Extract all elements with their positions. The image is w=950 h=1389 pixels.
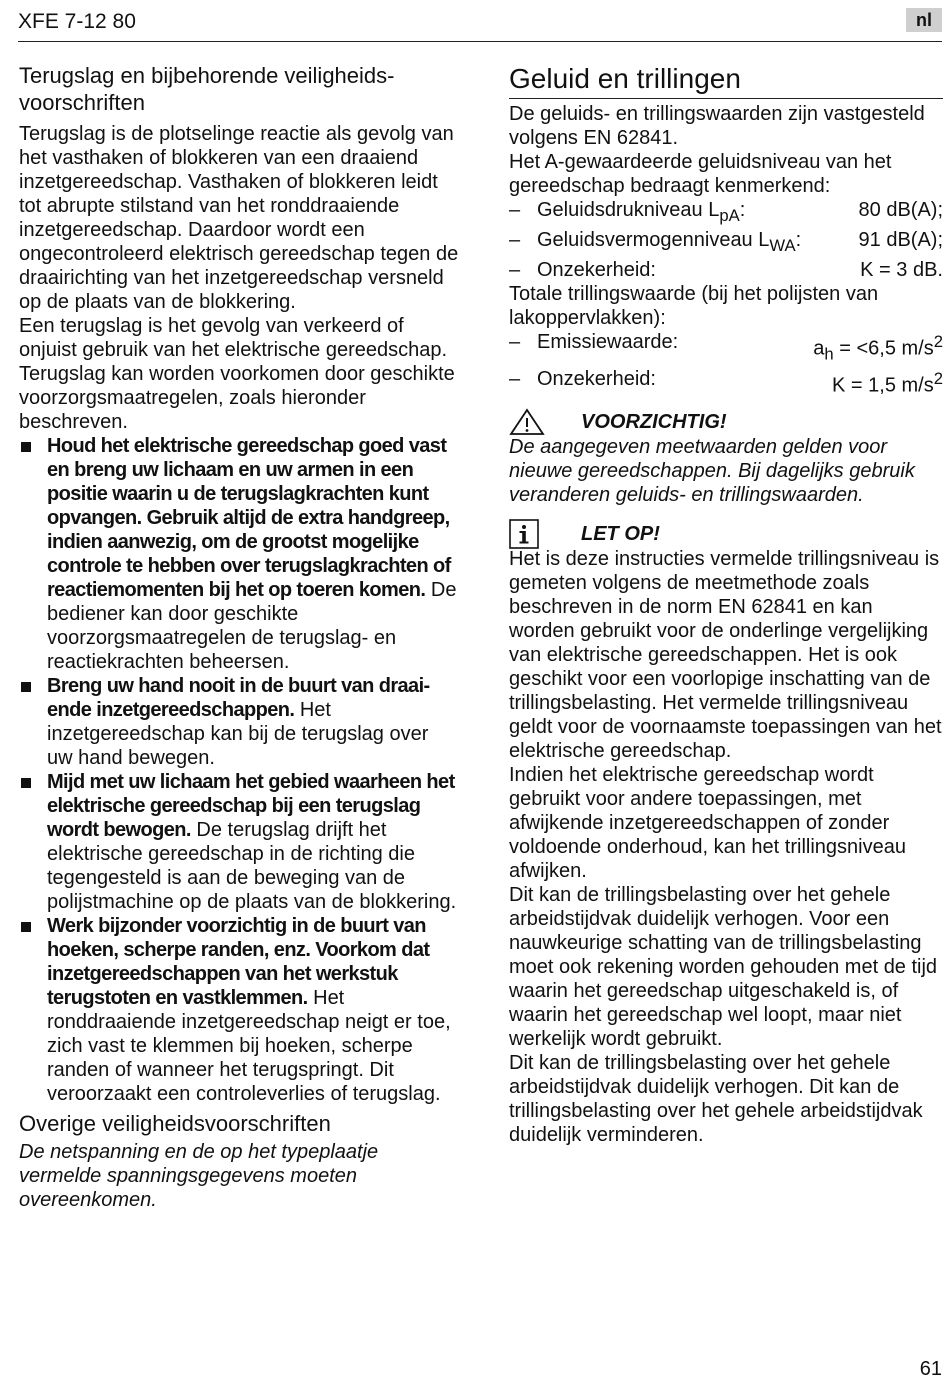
- spec-value: 80 dB(A);: [858, 199, 943, 221]
- bullet-item: [19, 674, 459, 770]
- spec-label: Emissiewaarde:: [537, 331, 679, 353]
- spec-value: $a_h = <6,5$ $m/s^2$: [813, 332, 943, 364]
- dash: –: [509, 331, 521, 353]
- warning-label: VOORZICHTIG!: [581, 411, 727, 434]
- bullet-item: [19, 914, 459, 1106]
- kickback-paragraph-2: Een terugslag is het gevolg van verkeerd of onjuist gebruik van het elektrische gereedschap. Terugslag kan worden voorkomen door geschikte voorzorgsmaatregelen, zoals hieronder beschreven.: [19, 315, 455, 433]
- spec-label: Onzekerheid:: [537, 259, 656, 281]
- section-title-line-1: Terugslag en bijbehorende veiligheids-: [19, 63, 395, 88]
- noise-paragraph-2: Het A-gewaardeerde geluidsniveau van het gereedschap bedraagt kenmerkend:: [509, 151, 892, 197]
- note-label: LET OP!: [581, 523, 660, 546]
- other-safety-paragraph: De netspanning en de op het typeplaatje vermelde spanningsgegevens moeten overeenkomen.: [19, 1141, 379, 1211]
- bullet-bold-text: Breng uw hand nooit in de buurt van draaiende inzetgereedschappen.: [47, 675, 431, 721]
- dash: –: [509, 199, 521, 221]
- warning-notice: [509, 409, 943, 435]
- note-paragraph: Dit kan de trillingsbelasting over het gehele arbeidstijdvak duidelijk verhogen. Dit kan de trillingsbelasting over het gehele arbeidstijdvak duidelijk verminderen.: [509, 1052, 923, 1147]
- dash: –: [509, 367, 521, 390]
- dash: –: [509, 259, 521, 281]
- spec-row-sound-pressure: [509, 198, 943, 228]
- dash: –: [509, 229, 521, 251]
- noise-paragraph-1: De geluids- en trillingswaarden zijn vastgesteld volgens EN 62841.: [509, 103, 925, 149]
- kickback-bullet-list: [19, 434, 459, 1106]
- bullet-text: De bediener kan door geschikte voorzorgsmaatregelen de terugslag- en reactiekrachten beheersen.: [47, 579, 457, 673]
- warning-triangle-icon: [509, 408, 545, 436]
- spec-value: K = 3 dB.: [860, 259, 943, 281]
- spec-row-vibration-uncertainty: [509, 367, 943, 398]
- info-icon: [509, 519, 539, 549]
- note-paragraph: Dit kan de trillingsbelasting over het gehele arbeidstijdvak duidelijk verhogen. Voor een nauwkeurige schatting van de trillingsbelasting moet ook rekening worden gehouden met de tijd waarin het gereedschap uitgeschakeld is, of waarin het gereedschap wel loopt, maar niet werkelijk wordt gebruikt.: [509, 884, 938, 1051]
- bullet-bold-text: Mijd met uw lichaam het gebied waarheen het elektrische gereedschap bij een terugslag wordt bewogen.: [47, 771, 455, 841]
- spec-label: Geluidsdrukniveau $L_{pA}$:: [537, 199, 746, 225]
- bullet-text: Het inzetgereedschap kan bij de terugslag over uw hand bewegen.: [47, 699, 429, 769]
- section-title-noise-vibration: Geluid en trillingen: [509, 62, 943, 99]
- spec-row-emission: [509, 330, 943, 367]
- bullet-bold-text: Houd het elektrische gereedschap goed vast en breng uw lichaam en uw armen in een positie waarin u de terugslagkrachten kunt opvangen. Gebruik altijd de extra handgreep, indien aanwezig, om de grootst mogelijke controle te hebben over terugslagkrachten of reactiemomenten bij het op toeren komen.: [47, 435, 451, 601]
- warning-text: De aangegeven meetwaarden gelden voor nieuwe gereedschappen. Bij dagelijks gebruik veranderen geluids- en trillingswaarden.: [509, 436, 915, 507]
- bullet-bold-text: Werk bijzonder voorzichtig in de buurt van hoeken, scherpe randen, enz. Voorkom dat inzetgereedschappen van het werkstuk terugstoten en vastklemmen.: [47, 915, 430, 1009]
- section-title-kickback: [19, 62, 459, 116]
- note-paragraph: Indien het elektrische gereedschap wordt gebruikt voor andere toepassingen, met afwijkende inzetgereedschappen of zonder voldoende onderhoud, kan het trillingsniveau afwijken.: [509, 764, 906, 883]
- bullet-text: De terugslag drijft het elektrische gereedschap in de richting die tegengesteld is aan de beweging van de polijstmachine op de plaats van de blokkering.: [47, 819, 457, 913]
- spec-value: K = 1,5 $m/s^2$: [832, 368, 943, 397]
- right-column: [509, 62, 943, 1147]
- bullet-text: Het ronddraaiende inzetgereedschap neigt er toe, zich vast te klemmen bij hoeken, scherpe randen of wanneer het terugspringt. Dit veroorzaakt een controleverlies of terugslag.: [47, 987, 451, 1105]
- spec-row-uncertainty: [509, 258, 943, 282]
- section-title-line-2: voorschriften: [19, 90, 145, 115]
- left-column: [19, 62, 459, 1212]
- document-id: XFE 7-12 80: [18, 10, 136, 33]
- language-badge: nl: [906, 8, 942, 32]
- spec-label: Onzekerheid:: [537, 367, 656, 390]
- bullet-item: [19, 770, 459, 914]
- page-header: [18, 8, 942, 42]
- spec-label: Geluidsvermogenniveau $L_{WA}$:: [537, 229, 802, 255]
- spec-row-sound-power: [509, 228, 943, 258]
- spec-value: 91 dB(A);: [858, 229, 943, 251]
- bullet-item: [19, 434, 459, 674]
- info-notice: [509, 521, 943, 547]
- note-paragraph: Het is deze instructies vermelde trillingsniveau is gemeten volgens de meetmethode zoals beschreven in de norm EN 62841 en kan worden gebruikt voor de onderlinge vergelijking van elektrische gereedschappen. Het is ook geschikt voor een voorlopige inschatting van de trillingsbelasting. Het vermelde trillingsniveau geldt voor de voornaamste toepassingen van het elektrische gereedschap.: [509, 548, 942, 763]
- kickback-paragraph-1: Terugslag is de plotselinge reactie als gevolg van het vasthaken of blokkeren van een draaiend inzetgereedschap. Vasthaken of blokkeren leidt tot abrupte stilstand van het ronddraaiende inzetgereedschap. Daardoor wordt een ongecontroleerd elektrisch gereedschap tegen de draairichting van het inzetgereedschap versneld op de plaats van de blokkering.: [19, 123, 459, 313]
- section-title-other-safety: Overige veiligheidsvoorschriften: [19, 1111, 331, 1136]
- vibration-paragraph: Totale trillingswaarde (bij het polijsten van lakoppervlakken):: [509, 283, 879, 329]
- page-number: 61: [919, 1358, 942, 1380]
